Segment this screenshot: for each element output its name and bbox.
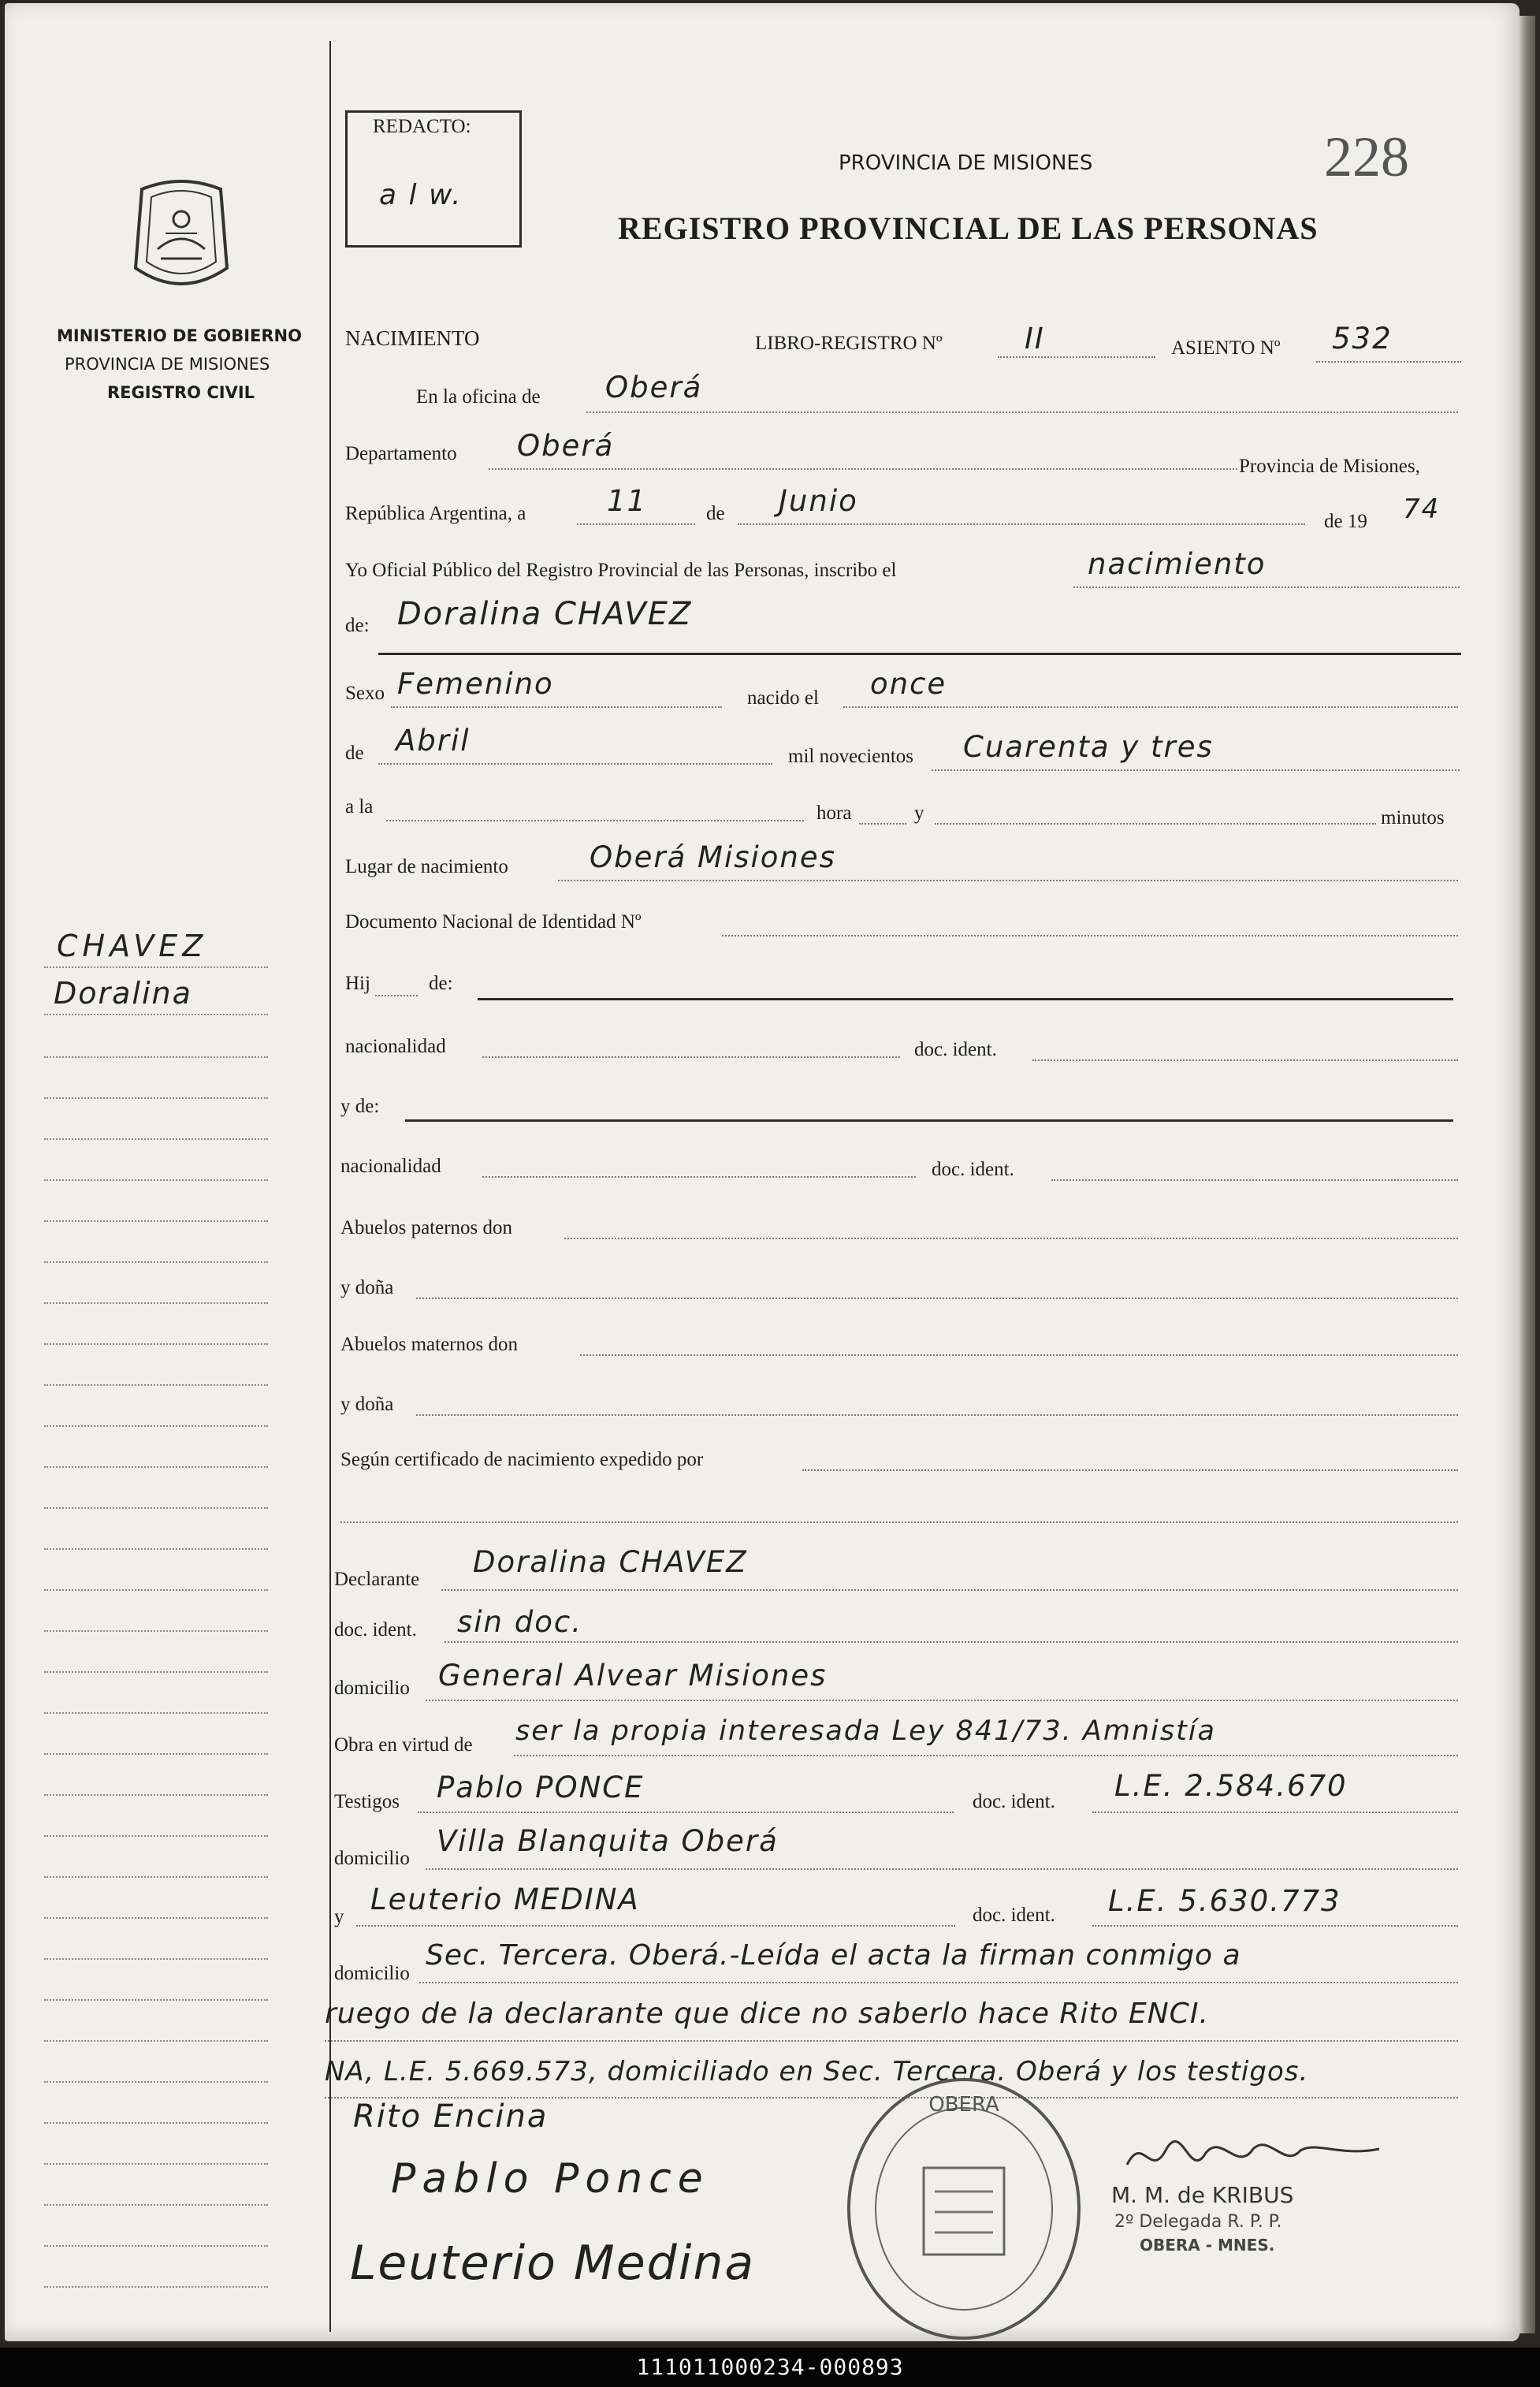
declarante-domicilio-value: General Alvear Misiones <box>438 1659 828 1692</box>
y-dona-materna-line <box>416 1414 1458 1416</box>
margin-line <box>44 2286 268 2288</box>
testigo2-domicilio-label: domicilio <box>334 1963 410 1984</box>
margin-line <box>44 2163 268 2165</box>
de-label: de: <box>345 615 370 636</box>
nacido-el-line <box>843 706 1458 708</box>
margin-surname: CHAVEZ <box>57 929 208 963</box>
y-label: y <box>914 802 924 824</box>
mes-line <box>738 523 1305 525</box>
margin-line <box>44 1589 268 1591</box>
testigo2-line <box>356 1925 955 1927</box>
hora-label: hora <box>816 802 852 824</box>
registry-title: REGISTRO PROVINCIAL DE LAS PERSONAS <box>618 210 1319 246</box>
testigo1-doc-value: L.E. 2.584.670 <box>1114 1769 1348 1803</box>
margin-line <box>44 1138 268 1140</box>
redacto-label: REDACTO: <box>373 116 471 137</box>
padre-rule <box>478 998 1453 1000</box>
obra-line <box>514 1755 1458 1756</box>
margin-line <box>44 2245 268 2247</box>
provincia-misiones-label: Provincia de Misiones, <box>1239 456 1420 477</box>
declarante-line <box>441 1589 1458 1591</box>
departamento-value: Oberá <box>517 429 615 463</box>
sexo-line <box>391 706 722 708</box>
asiento-label: ASIENTO Nº <box>1171 337 1281 359</box>
margin-line <box>44 1014 268 1015</box>
testigo1-doc-line <box>1092 1812 1458 1813</box>
margin-line <box>44 1056 268 1058</box>
year-suffix-value: 74 <box>1403 493 1441 525</box>
ministry-line-1: MINISTERIO DE GOBIERNO <box>57 326 302 345</box>
anio-nac-value: Cuarenta y tres <box>963 730 1214 764</box>
margin-line <box>44 1220 268 1222</box>
abuelos-paternos-line <box>564 1238 1458 1239</box>
doc-ident-1-line <box>1032 1059 1458 1061</box>
testigo1-line <box>418 1812 954 1813</box>
testigo1-doc-label: doc. ident. <box>973 1791 1055 1812</box>
hij-de-label: de: <box>429 973 453 994</box>
margin-line <box>44 1179 268 1181</box>
section-nacimiento: NACIMIENTO <box>345 326 480 350</box>
margin-line <box>44 1466 268 1468</box>
margin-line <box>44 1097 268 1099</box>
texto-linea-2-line <box>325 2040 1458 2042</box>
nacionalidad-2-label: nacionalidad <box>340 1156 441 1177</box>
nacido-el-value: once <box>870 667 947 701</box>
year-label: de 19 <box>1324 511 1367 532</box>
book-edge <box>1520 16 1535 2333</box>
sexo-label: Sexo <box>345 683 385 704</box>
nombre-rule <box>378 653 1461 655</box>
margin-line <box>44 1261 268 1263</box>
mes-value: Junio <box>779 484 858 518</box>
margin-line <box>44 1753 268 1755</box>
hij-line <box>375 995 418 996</box>
testigo1-domicilio-label: domicilio <box>334 1848 410 1869</box>
mil-novecientos-label: mil novecientos <box>788 746 913 767</box>
departamento-line <box>489 468 1237 470</box>
province-heading: PROVINCIA DE MISIONES <box>839 151 1093 175</box>
testigo2-doc-value: L.E. 5.630.773 <box>1108 1884 1341 1918</box>
y-dona-materna-label: y doña <box>340 1394 394 1415</box>
nacionalidad-1-label: nacionalidad <box>345 1036 446 1057</box>
margin-line <box>44 1630 268 1632</box>
declarante-domicilio-line <box>426 1700 1458 1701</box>
official-title: 2º Delegada R. P. P. <box>1114 2212 1282 2232</box>
margin-line <box>44 1835 268 1837</box>
margin-line <box>44 1958 268 1960</box>
obra-value: ser la propia interesada Ley 841/73. Amnistía <box>515 1715 1217 1747</box>
obra-label: Obra en virtud de <box>334 1734 473 1756</box>
redacto-box <box>345 110 522 248</box>
oficina-line <box>586 411 1458 413</box>
declarante-doc-line <box>445 1641 1458 1643</box>
nacido-el-label: nacido el <box>747 687 819 709</box>
acto-value: nacimiento <box>1088 547 1267 581</box>
y-de-label: y de: <box>340 1096 380 1117</box>
margin-line <box>44 1548 268 1550</box>
archive-id-bar: 111011000234-000893 <box>0 2348 1540 2387</box>
official-name: M. M. de KRIBUS <box>1111 2182 1294 2208</box>
nacionalidad-1-line <box>482 1056 900 1058</box>
testigo2-doc-line <box>1092 1925 1458 1927</box>
segun-label: Según certificado de nacimiento expedido por <box>340 1449 704 1470</box>
nombre-value: Doralina CHAVEZ <box>397 596 693 632</box>
abuelos-maternos-line <box>580 1354 1458 1356</box>
mes-nac-label: de <box>345 743 364 764</box>
signature-rito-encina: Rito Encina <box>353 2098 549 2135</box>
declarante-label: Declarante <box>334 1569 420 1590</box>
documento-line <box>722 935 1458 937</box>
abuelos-maternos-label: Abuelos maternos don <box>340 1334 518 1355</box>
yo-oficial-label: Yo Oficial Público del Registro Provincial de las Personas, inscribo el <box>345 560 897 581</box>
testigo2-value: Leuterio MEDINA <box>370 1882 640 1916</box>
page-number: 228 <box>1324 125 1409 188</box>
margin-line <box>44 1876 268 1878</box>
margin-line <box>44 2040 268 2042</box>
testigo1-domicilio-value: Villa Blanquita Oberá <box>437 1824 779 1858</box>
margin-line <box>44 1343 268 1345</box>
declarante-value: Doralina CHAVEZ <box>473 1545 748 1579</box>
margin-line <box>44 1999 268 2001</box>
declarante-domicilio-label: domicilio <box>334 1678 410 1699</box>
y-dona-paterna-line <box>416 1298 1458 1299</box>
margin-line <box>44 1712 268 1714</box>
minutos-label: minutos <box>1381 807 1445 829</box>
libro-line <box>998 356 1155 358</box>
minutos-line <box>935 823 1376 825</box>
asiento-value: 532 <box>1332 322 1393 356</box>
mes-de-label: de <box>706 503 725 524</box>
doc-ident-2-line <box>1051 1179 1458 1181</box>
doc-ident-1-label: doc. ident. <box>914 1039 997 1060</box>
oficina-label: En la oficina de <box>416 386 541 408</box>
oficina-value: Oberá <box>605 371 703 404</box>
segun-line <box>802 1469 1458 1471</box>
official-signature-icon <box>1119 2125 1387 2188</box>
abuelos-paternos-label: Abuelos paternos don <box>340 1217 513 1238</box>
official-place: OBERA - MNES. <box>1140 2236 1275 2255</box>
asiento-line <box>1316 361 1461 363</box>
ministry-line-2: PROVINCIA DE MISIONES <box>65 355 270 374</box>
testigo2-domicilio-value: Sec. Tercera. Oberá.-Leída el acta la firman conmigo a <box>426 1939 1241 1972</box>
margin-line <box>44 2122 268 2124</box>
province-emblem-icon <box>126 173 236 300</box>
mes-nac-value: Abril <box>396 724 471 758</box>
nacionalidad-2-line <box>482 1176 916 1178</box>
margin-line <box>44 1302 268 1304</box>
mes-nac-line <box>378 763 772 765</box>
margin-line <box>44 1917 268 1919</box>
testigo1-value: Pablo PONCE <box>437 1771 645 1804</box>
libro-label: LIBRO-REGISTRO Nº <box>755 333 943 354</box>
margin-rule <box>329 41 331 2332</box>
documento-label: Documento Nacional de Identidad Nº <box>345 911 642 933</box>
margin-line <box>44 1384 268 1386</box>
texto-linea-3: NA, L.E. 5.669.573, domiciliado en Sec. Tercera. Oberá y los testigos. <box>325 2056 1309 2087</box>
official-stamp-icon <box>842 2073 1086 2344</box>
lugar-label: Lugar de nacimiento <box>345 856 508 877</box>
republica-label: República Argentina, a <box>345 503 526 524</box>
declarante-doc-value: sin doc. <box>457 1605 582 1639</box>
testigo2-doc-label: doc. ident. <box>973 1905 1055 1926</box>
lugar-line <box>558 880 1458 881</box>
madre-rule <box>405 1119 1453 1122</box>
dia-value: 11 <box>607 484 648 518</box>
testigo2-domicilio-line <box>419 1982 1458 1983</box>
texto-linea-2: ruego de la declarante que dice no saberlo hace Rito ENCI. <box>325 1998 1209 2030</box>
signature-pablo-ponce: Pablo Ponce <box>391 2155 709 2203</box>
departamento-label: Departamento <box>345 443 457 464</box>
a-la-label: a la <box>345 796 374 817</box>
anio-nac-line <box>932 769 1460 771</box>
libro-value: II <box>1025 322 1045 356</box>
lugar-value: Oberá Misiones <box>590 840 836 874</box>
dia-line <box>577 523 695 525</box>
margin-line <box>44 1794 268 1796</box>
margin-line <box>44 966 268 968</box>
segun-line-2 <box>340 1521 1458 1523</box>
hij-label: Hij <box>345 973 370 994</box>
margin-line <box>44 1671 268 1673</box>
acto-line <box>1073 587 1460 588</box>
margin-line <box>44 2081 268 2083</box>
testigo1-domicilio-line <box>426 1868 1458 1870</box>
declarante-doc-label: doc. ident. <box>334 1619 417 1640</box>
margin-line <box>44 1425 268 1427</box>
sexo-value: Femenino <box>397 667 554 701</box>
y-dona-paterna-label: y doña <box>340 1277 394 1298</box>
margin-line <box>44 2204 268 2206</box>
hora-line <box>859 823 906 825</box>
testigos-label: Testigos <box>334 1791 400 1812</box>
ministry-line-3: REGISTRO CIVIL <box>107 383 255 402</box>
a-la-line <box>386 820 804 821</box>
margin-line <box>44 1507 268 1509</box>
margin-given-name: Doralina <box>54 976 192 1011</box>
redacto-value: a l w. <box>379 179 463 211</box>
doc-ident-2-label: doc. ident. <box>932 1159 1014 1180</box>
testigo2-y-label: y <box>334 1906 344 1927</box>
signature-leuterio-medina: Leuterio Medina <box>350 2236 756 2291</box>
stamp-top-text: OBERA <box>928 2093 999 2117</box>
